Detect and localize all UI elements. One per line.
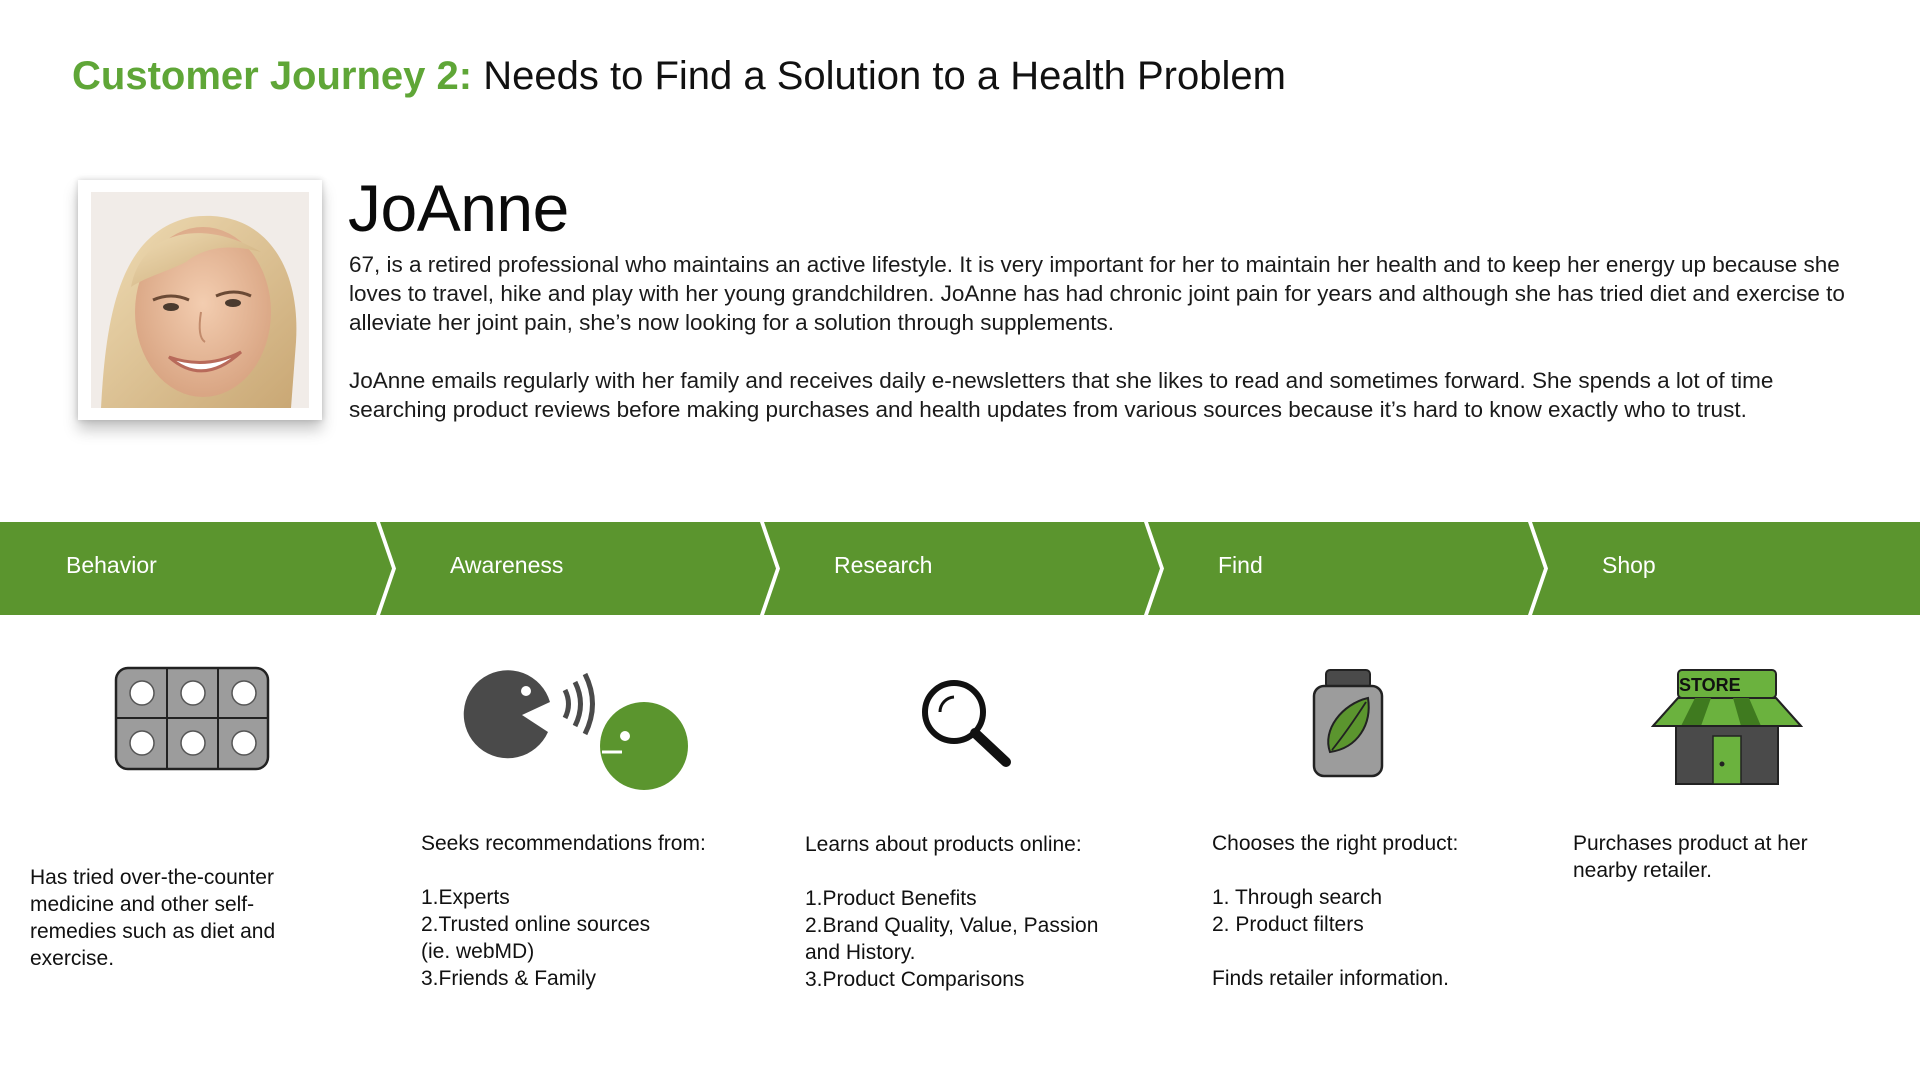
persona-photo-frame [78, 180, 322, 420]
description-line: exercise. [30, 947, 115, 970]
description-line: 3.Product Comparisons [805, 968, 1025, 991]
description-line: 2.Trusted online sources [421, 913, 651, 936]
stage-chevron-shop [1532, 522, 1920, 615]
title-accent: Customer Journey 2: [72, 54, 473, 98]
description-line [805, 858, 1098, 885]
word-of-mouth-icon [462, 660, 692, 792]
description-line: Learns about products online: [805, 833, 1082, 856]
stage-label-find: Find [1218, 552, 1263, 578]
description-line: (ie. webMD) [421, 940, 535, 963]
page-title [72, 54, 1286, 99]
description-line: 1.Product Benefits [805, 887, 977, 910]
persona-habits: JoAnne emails regularly with her family and receives daily e-newsletters that she likes to read and sometimes forward. She spends a lot of time searching product reviews before making purchases and health updates from various sources because it’s hard to know exactly who to trust. [349, 368, 1774, 422]
description-line [1212, 938, 1458, 965]
stage-label-behavior: Behavior [66, 552, 157, 578]
stage-label-awareness: Awareness [450, 552, 564, 578]
persona-photo [91, 192, 309, 408]
description-line: 2.Brand Quality, Value, Passion [805, 914, 1099, 937]
stage-description-research [805, 831, 1098, 993]
description-line: Finds retailer information. [1212, 967, 1449, 990]
magnifying-glass-icon [918, 676, 1014, 768]
pill-blister-pack-icon [114, 666, 270, 771]
description-line: Seeks recommendations from: [421, 832, 706, 855]
stage-chevron-research [764, 522, 1160, 615]
stage-description-behavior [30, 864, 275, 972]
supplement-bottle-icon [1312, 668, 1384, 778]
description-line [1212, 857, 1458, 884]
stage-label-shop: Shop [1602, 552, 1656, 578]
stage-label-research: Research [834, 552, 933, 578]
description-line: Purchases product at her [1573, 832, 1808, 855]
description-line: Chooses the right product: [1212, 832, 1459, 855]
description-line: 1.Experts [421, 886, 510, 909]
description-line: and History. [805, 941, 916, 964]
stage-chevron-behavior [0, 522, 392, 615]
description-line: 3.Friends & Family [421, 967, 597, 990]
description-line: nearby retailer. [1573, 859, 1712, 882]
description-line: 1. Through search [1212, 886, 1383, 909]
persona-name: JoAnne [348, 171, 569, 245]
description-line: medicine and other self- [30, 893, 255, 916]
store-sign-text: STORE [1679, 675, 1741, 695]
persona-description: 67, is a retired professional who maintains an active lifestyle. It is very important for her to maintain her health and to keep her energy up because she loves to travel, hike and play with her young grandchildren. JoAnne has had chronic joint pain for years and although she has tried diet and exercise to alleviate her joint pain, she’s now looking for a solution through supplements. [349, 252, 1845, 335]
description-line: remedies such as diet and [30, 920, 276, 943]
description-line: 2. Product filters [1212, 913, 1364, 936]
stage-description-find [1212, 830, 1458, 992]
description-line [421, 857, 706, 884]
title-subject: Needs to Find a Solution to a Health Problem [483, 54, 1286, 98]
stage-description-awareness [421, 830, 706, 992]
stage-chevron-awareness [380, 522, 776, 615]
stage-description-shop [1573, 830, 1808, 884]
stage-chevron-find [1148, 522, 1544, 615]
store-icon [1651, 668, 1803, 786]
description-line: Has tried over-the-counter [30, 866, 274, 889]
